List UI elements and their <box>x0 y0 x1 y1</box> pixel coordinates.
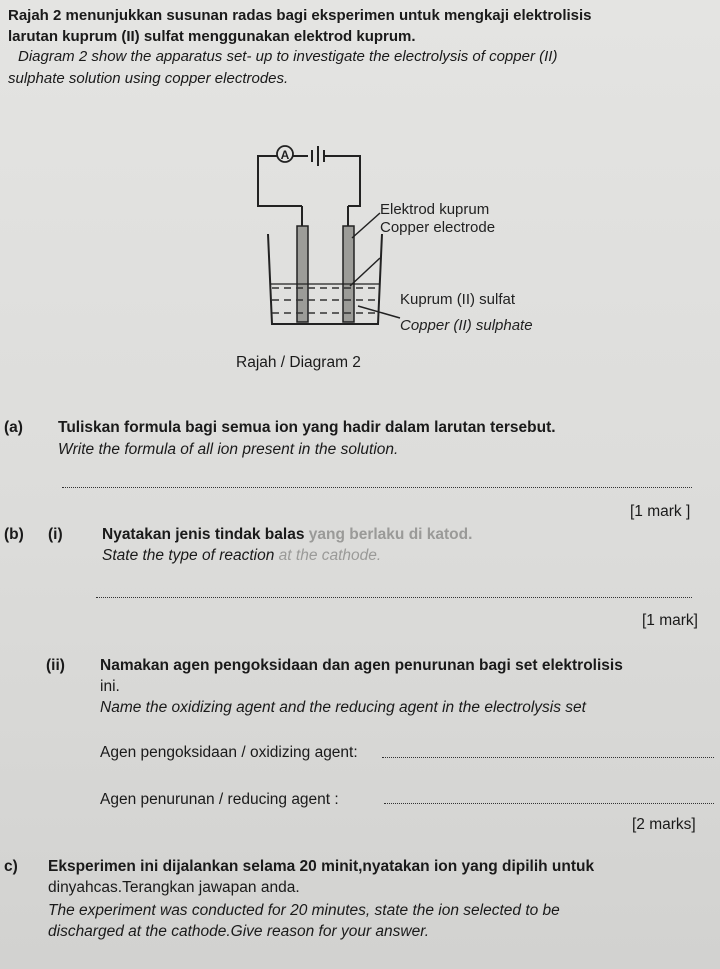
copper-electrode-left <box>297 226 308 322</box>
solution-label-en: Copper (II) sulphate <box>400 317 533 334</box>
question-c-label: c) <box>4 858 18 875</box>
question-b-i-marks: [1 mark] <box>642 612 698 629</box>
diagram-caption: Rajah / Diagram 2 <box>236 354 361 371</box>
question-b-ii-ms1: Namakan agen pengoksidaan dan agen penurunan bagi set elektrolisis <box>100 657 623 674</box>
question-b-i-ms: Nyatakan jenis tindak balas yang berlaku di katod. <box>102 526 473 543</box>
question-c-ms2: dinyahcas.Terangkan jawapan anda. <box>48 879 300 896</box>
electrode-label-ms: Elektrod kuprum <box>380 201 490 218</box>
question-c-en2: discharged at the cathode.Give reason for your answer. <box>48 923 430 940</box>
question-b-ii-label: (ii) <box>46 657 65 674</box>
question-b-label: (b) <box>4 526 24 543</box>
electrolysis-apparatus-diagram <box>240 138 580 338</box>
question-b-ii-ms2: ini. <box>100 678 120 695</box>
question-b-i-en: State the type of reaction at the cathode. <box>102 547 382 564</box>
oxidizing-agent-label: Agen pengoksidaan / oxidizing agent: <box>100 744 358 761</box>
electrode-label-en: Copper electrode <box>380 219 496 236</box>
solution-label-ms: Kuprum (II) sulfat <box>400 291 516 308</box>
intro-line2-en: sulphate solution using copper electrodes. <box>8 70 289 87</box>
ammeter-label: A <box>280 148 290 162</box>
intro-line2-ms: larutan kuprum (II) sulfat menggunakan elektrod kuprum. <box>8 28 416 45</box>
question-a-en: Write the formula of all ion present in the solution. <box>58 441 399 458</box>
intro-line1-en: Diagram 2 show the apparatus set- up to investigate the electrolysis of copper (II) <box>18 48 558 65</box>
answer-line-oxidizing-agent[interactable] <box>382 757 714 758</box>
question-b-i-label: (i) <box>48 526 63 543</box>
question-b-ii-en: Name the oxidizing agent and the reducing agent in the electrolysis set <box>100 699 586 716</box>
question-c-ms1: Eksperimen ini dijalankan selama 20 minit,nyatakan ion yang dipilih untuk <box>48 858 595 875</box>
answer-line-b-i[interactable] <box>96 597 692 598</box>
question-a-label: (a) <box>4 419 23 436</box>
reducing-agent-label: Agen penurunan / reducing agent : <box>100 791 339 808</box>
answer-line-a[interactable] <box>62 487 692 488</box>
answer-line-reducing-agent[interactable] <box>384 803 714 804</box>
question-c-en1: The experiment was conducted for 20 minutes, state the ion selected to be <box>48 902 560 919</box>
copper-electrode-right <box>343 226 354 322</box>
question-a-ms: Tuliskan formula bagi semua ion yang hadir dalam larutan tersebut. <box>58 419 556 436</box>
intro-line1-ms: Rajah 2 menunjukkan susunan radas bagi eksperimen untuk mengkaji elektrolisis <box>8 7 592 24</box>
question-b-ii-marks: [2 marks] <box>632 816 696 833</box>
question-a-marks: [1 mark ] <box>630 503 691 520</box>
